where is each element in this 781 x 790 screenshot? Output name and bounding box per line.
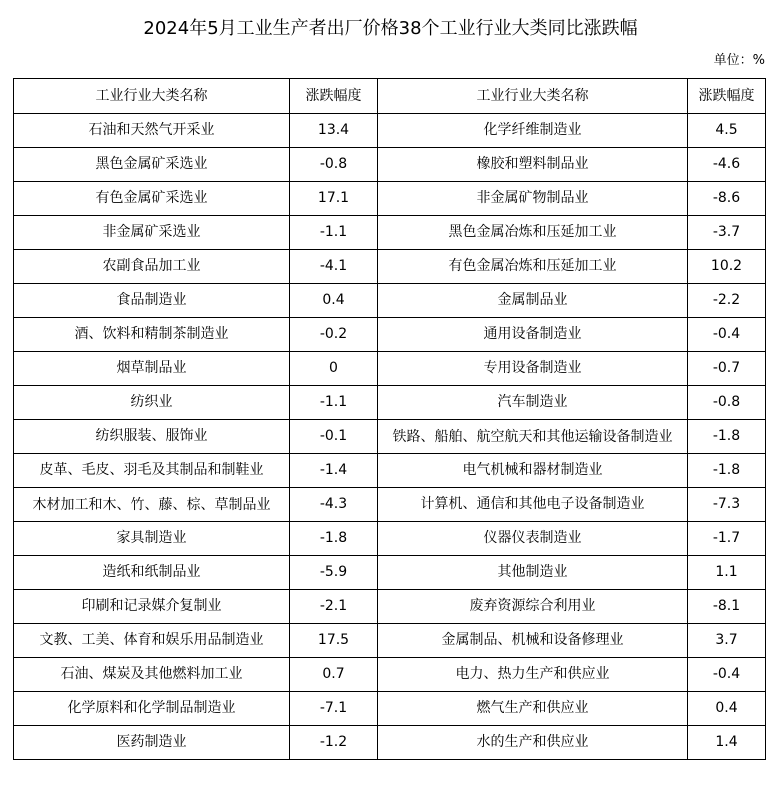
left-industry-name: 石油和天然气开采业	[14, 114, 290, 148]
right-industry-name: 电力、热力生产和供应业	[378, 658, 688, 692]
left-change-value: -1.2	[290, 726, 378, 760]
right-industry-name: 计算机、通信和其他电子设备制造业	[378, 488, 688, 522]
right-industry-name: 通用设备制造业	[378, 318, 688, 352]
left-industry-name: 造纸和纸制品业	[14, 556, 290, 590]
page-title: 2024年5月工业生产者出厂价格38个工业行业大类同比涨跌幅	[143, 18, 638, 39]
left-change-value: -1.1	[290, 386, 378, 420]
left-change-value: -5.9	[290, 556, 378, 590]
right-change-value: -2.2	[688, 284, 766, 318]
left-change-value: -0.2	[290, 318, 378, 352]
right-industry-name: 电气机械和器材制造业	[378, 454, 688, 488]
left-change-value: -4.1	[290, 250, 378, 284]
table-row	[14, 148, 766, 182]
left-industry-name: 纺织服装、服饰业	[14, 420, 290, 454]
table-row	[14, 658, 766, 692]
left-industry-name: 皮革、毛皮、羽毛及其制品和制鞋业	[14, 454, 290, 488]
right-change-value: -1.7	[688, 522, 766, 556]
right-change-value: -7.3	[688, 488, 766, 522]
table-row	[14, 556, 766, 590]
table-row	[14, 454, 766, 488]
table-row	[14, 692, 766, 726]
left-change-value: 0.7	[290, 658, 378, 692]
right-change-value: 3.7	[688, 624, 766, 658]
left-change-value: -0.1	[290, 420, 378, 454]
table-row	[14, 216, 766, 250]
right-change-value: -8.6	[688, 182, 766, 216]
table-row	[14, 386, 766, 420]
right-change-value: -1.8	[688, 420, 766, 454]
right-change-value: -0.8	[688, 386, 766, 420]
header-change-left: 涨跌幅度	[290, 79, 378, 114]
table-row	[14, 182, 766, 216]
right-industry-name: 水的生产和供应业	[378, 726, 688, 760]
table-row	[14, 488, 766, 522]
left-change-value: -1.1	[290, 216, 378, 250]
right-industry-name: 金属制品、机械和设备修理业	[378, 624, 688, 658]
left-industry-name: 石油、煤炭及其他燃料加工业	[14, 658, 290, 692]
right-change-value: -0.7	[688, 352, 766, 386]
table-row	[14, 318, 766, 352]
left-industry-name: 非金属矿采选业	[14, 216, 290, 250]
right-industry-name: 仪器仪表制造业	[378, 522, 688, 556]
left-industry-name: 酒、饮料和精制茶制造业	[14, 318, 290, 352]
left-change-value: 13.4	[290, 114, 378, 148]
right-industry-name: 专用设备制造业	[378, 352, 688, 386]
right-industry-name: 橡胶和塑料制品业	[378, 148, 688, 182]
left-industry-name: 文教、工美、体育和娱乐用品制造业	[14, 624, 290, 658]
left-industry-name: 农副食品加工业	[14, 250, 290, 284]
industry-price-table	[13, 78, 766, 760]
table-row	[14, 352, 766, 386]
left-change-value: -1.8	[290, 522, 378, 556]
left-industry-name: 印刷和记录媒介复制业	[14, 590, 290, 624]
table-row	[14, 624, 766, 658]
left-change-value: -4.3	[290, 488, 378, 522]
right-change-value: -8.1	[688, 590, 766, 624]
right-change-value: 0.4	[688, 692, 766, 726]
right-industry-name: 金属制品业	[378, 284, 688, 318]
header-industry-left: 工业行业大类名称	[14, 79, 290, 114]
table-row	[14, 590, 766, 624]
right-industry-name: 废弃资源综合利用业	[378, 590, 688, 624]
table-row	[14, 420, 766, 454]
table-row	[14, 284, 766, 318]
left-industry-name: 家具制造业	[14, 522, 290, 556]
left-change-value: -7.1	[290, 692, 378, 726]
left-change-value: -2.1	[290, 590, 378, 624]
right-change-value: -3.7	[688, 216, 766, 250]
right-industry-name: 非金属矿物制品业	[378, 182, 688, 216]
table-body	[14, 114, 766, 760]
left-change-value: 17.1	[290, 182, 378, 216]
header-row	[14, 79, 766, 114]
right-change-value: 4.5	[688, 114, 766, 148]
header-industry-right: 工业行业大类名称	[378, 79, 688, 114]
right-change-value: -1.8	[688, 454, 766, 488]
table-row	[14, 522, 766, 556]
left-change-value: 17.5	[290, 624, 378, 658]
right-industry-name: 汽车制造业	[378, 386, 688, 420]
unit-label: 单位：%	[713, 53, 765, 68]
right-industry-name: 有色金属冶炼和压延加工业	[378, 250, 688, 284]
right-industry-name: 化学纤维制造业	[378, 114, 688, 148]
right-change-value: -0.4	[688, 318, 766, 352]
right-change-value: 1.4	[688, 726, 766, 760]
left-change-value: 0.4	[290, 284, 378, 318]
left-industry-name: 黑色金属矿采选业	[14, 148, 290, 182]
right-change-value: 1.1	[688, 556, 766, 590]
left-change-value: -1.4	[290, 454, 378, 488]
right-change-value: -4.6	[688, 148, 766, 182]
left-industry-name: 食品制造业	[14, 284, 290, 318]
left-industry-name: 有色金属矿采选业	[14, 182, 290, 216]
right-industry-name: 黑色金属冶炼和压延加工业	[378, 216, 688, 250]
right-change-value: -0.4	[688, 658, 766, 692]
left-change-value: 0	[290, 352, 378, 386]
table-row	[14, 114, 766, 148]
table-row	[14, 726, 766, 760]
left-industry-name: 化学原料和化学制品制造业	[14, 692, 290, 726]
header-change-right: 涨跌幅度	[688, 79, 766, 114]
right-industry-name: 其他制造业	[378, 556, 688, 590]
right-industry-name: 铁路、船舶、航空航天和其他运输设备制造业	[378, 420, 688, 454]
left-industry-name: 烟草制品业	[14, 352, 290, 386]
left-industry-name: 纺织业	[14, 386, 290, 420]
left-industry-name: 木材加工和木、竹、藤、棕、草制品业	[14, 488, 290, 522]
left-industry-name: 医药制造业	[14, 726, 290, 760]
left-change-value: -0.8	[290, 148, 378, 182]
table-row	[14, 250, 766, 284]
right-change-value: 10.2	[688, 250, 766, 284]
right-industry-name: 燃气生产和供应业	[378, 692, 688, 726]
